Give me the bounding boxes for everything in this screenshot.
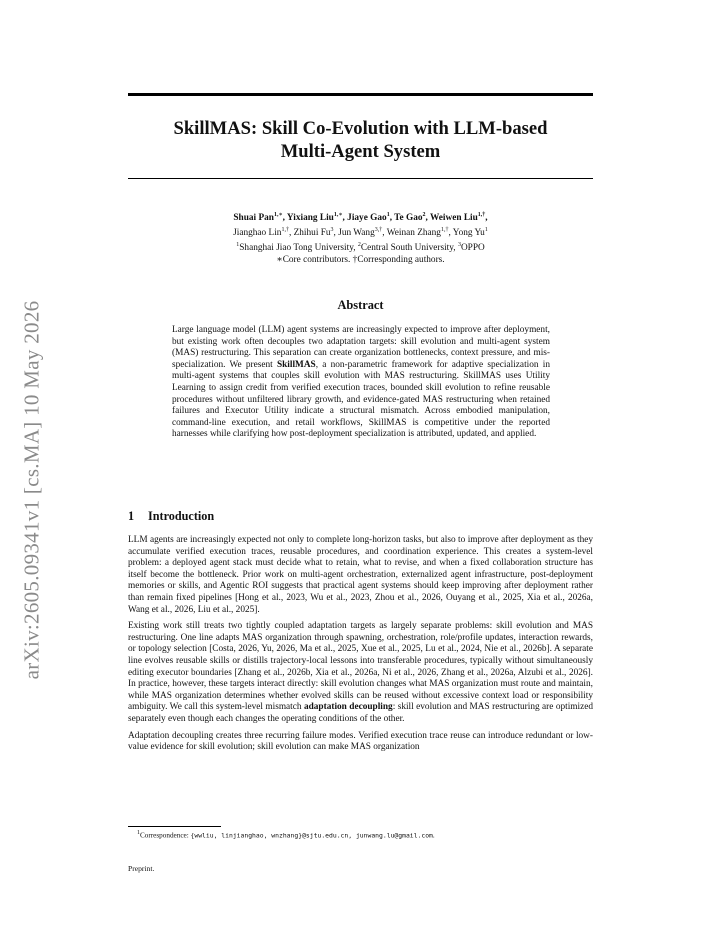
author-name: Jiaye Gao [347,213,387,224]
author-name: Zhihui Fu [293,227,331,238]
footnote-mark: 1 [137,830,140,836]
contribution-note: ∗Core contributors. †Corresponding authors. [276,254,445,265]
author-sup: 1,† [281,226,289,233]
author-sup: 1 [386,212,390,218]
author-sup: 1,∗ [333,212,343,218]
author-name: Yong Yu [452,227,485,238]
author-sup: 3 [330,226,334,233]
abstract-heading: Abstract [337,298,384,312]
author-name: Te Gao [394,213,423,224]
author-sup: 2 [422,212,426,218]
affil-sup: 1 [236,241,240,248]
author-name: Weinan Zhang [386,227,441,238]
arxiv-stamp: arXiv:2605.09341v1 [cs.MA] 10 May 2026 [19,300,44,680]
author-name: Weiwen Liu [429,213,478,224]
author-sup: 1,† [440,226,449,233]
affil-sup: 2 [357,241,361,248]
author-sup: 3,† [374,226,383,233]
title-bottom-rule [128,178,593,179]
paragraph-bold: adaptation decoupling [303,702,393,713]
footnote-end: . [432,831,435,840]
footnote-label: Correspondence: [140,831,191,840]
intro-body [128,535,593,759]
paragraph-part: Existing work still treats two tightly coupled adaptation targets as largely separate problems: skill evolution and MAS restructuring. One line adapts MAS organization through spawning, orchestration, role/profile updates, interaction rewards, or topology selection [Costa, 2026, Yu, 2026, Ma et al., 2025, Xue et al., 2025, Lu et al., 2024, Nie et al., 2026b]. A separate line evolves reusable skills or distills trajectory-local lessons into transferable procedures, typically without simultaneously editing executor boundaries [Zhang et al., 2026b, Xia et al., 2026a, Ni et al., 2026, Zhang et al., 2026a, Alzubi et al., 2026]. In practice, however, these targets interact directly: skill evolution changes what MAS organization must route and maintain, while MAS organization determines whether evolved skills can be reused without excessive context load or responsibility ambiguity. We call this system-level mismatch [128,621,593,713]
footnote-rule [128,826,221,827]
author-line-1: Shuai Pan$^{1,∗}$, Yixiang Liu$^{1,∗}$, Jiaye Gao$^1$, Te Gao$^2$, Weiwen Liu$^{1,\dagger}$, [233,212,488,224]
title-top-rule [128,93,593,96]
affiliation: Shanghai Jiao Tong University [239,242,354,253]
footnote [137,829,435,840]
paragraph-part: : skill evolution and MAS restructuring are optimized separately even though each changes the operating conditions of the other. [128,702,594,724]
affil-sup: 3 [457,241,461,248]
author-name: Jianghao Lin [233,227,282,238]
section-title: Introduction [148,509,215,523]
author-name: Yixiang Liu [286,213,334,224]
section-number: 1 [128,509,135,523]
title-line-2: Multi-Agent System [280,141,441,162]
author-sup: 1,∗ [273,212,283,218]
abstract-part: , a non-parametric framework for adaptive specialization in multi-agent systems that couples skill evolution with MAS restructuring. SkillMAS uses Utility Learning to assign credit from verified execution traces, bounded skill evolution to refine reusable procedures without unfiltered library growth, and evidence-gated MAS restructuring when retained failures and Executor Utility indicate a structural mismatch. Across embodied manipulation, command-line execution, and retail workflows, SkillMAS is competitive under the reported harnesses while clarifying how post-deployment specialization is attributed, updated, and applied. [172,359,550,440]
preprint-label: Preprint. [128,864,155,873]
abstract-text [172,325,550,441]
author-name: Shuai Pan [233,213,274,224]
abstract-part: Large language model (LLM) agent systems are increasingly expected to improve after deployment, but existing work often decouples two adaptation targets: skill evolution and multi-agent system (MAS) restructuring. This separation can create organization bottlenecks, context pressure, and mis-specialization. We present [172,325,550,370]
footnote-emails: {wwliu, linjianghao, wnzhang}@sjtu.edu.cn, junwang.lu@gmail.com [190,831,433,840]
paragraph: LLM agents are increasingly expected not only to complete long-horizon tasks, but also to improve after deployment as they accumulate verified execution traces, reusable procedures, and coordination experience. This creates a system-level problem: a deployed agent stack must decide what to retain, what to revise, and when a fixed collaboration structure has itself become the bottleneck. Prior work on multi-agent orchestration, externalized agent infrastructure, post-deployment memories or skills, and Agentic ROI suggests that practical agent systems should keep improving after deployment rather than remain fixed pipelines [Hong et al., 2023, Wu et al., 2023, Zhou et al., 2026, Ouyang et al., 2025, Xia et al., 2026a, Wang et al., 2026, Liu et al., 2025]. [128,535,593,615]
author-sup: 1 [484,226,488,233]
affiliation: OPPO [460,242,485,253]
paragraph: Adaptation decoupling creates three recurring failure modes. Verified execution trace reuse can introduce redundant or low-value evidence for skill evolution; skill evolution can make MAS organization [128,730,593,753]
paragraph [128,621,593,725]
author-block [128,210,593,266]
abstract-bold: SkillMAS [276,359,316,370]
author-line-2: Jianghao Lin$^{1,\dagger}$, Zhihui Fu$^3$, Jun Wang$^{3,\dagger}$, Weinan Zhang$^{1,\dagger}$, Yong Yu$^1$ [233,226,488,238]
section-heading [128,509,214,524]
author-name: Jun Wang [338,227,375,238]
affiliations: $^1$Shanghai Jiao Tong University, $^2$Central South University, $^3$OPPO [236,241,485,253]
paper-title [128,117,593,163]
author-sup: 1,† [477,212,486,218]
title-line-1: SkillMAS: Skill Co-Evolution with LLM-based [173,118,548,139]
affiliation: Central South University [360,242,454,253]
